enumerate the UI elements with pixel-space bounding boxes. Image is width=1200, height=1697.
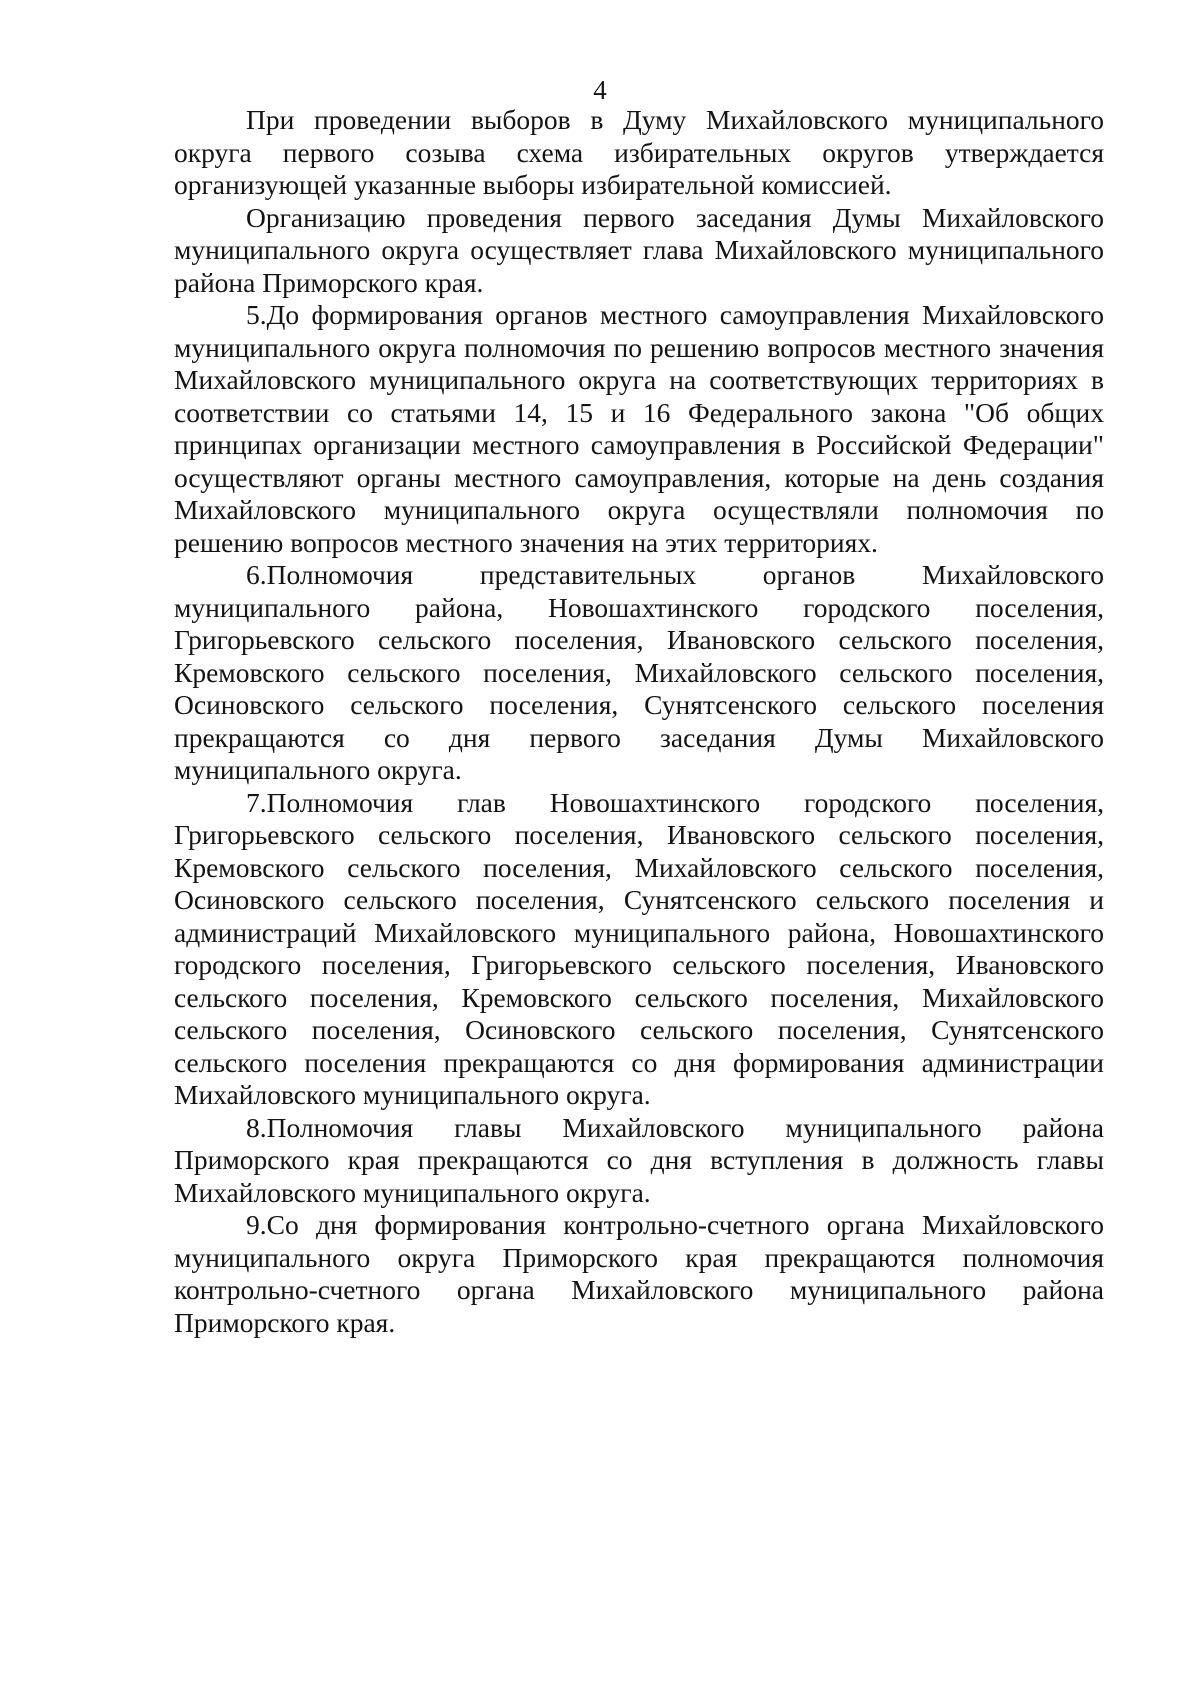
paragraph-item-8: 8.Полномочия главы Михайловского муниципального района Приморского края прекращаются со дня вступления в должность главы Михайловского муниципального округа. [174, 1111, 1104, 1208]
paragraph-item-5: 5.До формирования органов местного самоуправления Михайловского муниципального округа полномочия по решению вопросов местного значения Михайловского муниципального округа на соответствующих территориях в соответствии со статьями 14, 15 и 16 Федерального закона "Об общих принципах организации местного самоуправления в Российской Федерации" осуществляют органы местного самоуправления, которые на день создания Михайловского муниципального округа осуществляли полномочия по решению вопросов местного значения на этих территориях. [174, 299, 1104, 558]
paragraph-item-7: 7.Полномочия глав Новошахтинского городского поселения, Григорьевского сельского поселения, Ивановского сельского поселения, Кремовского сельского поселения, Михайловского сельского поселения, Осиновского сельского поселения, Сунятсенского сельского поселения и администраций Михайловского муниципального района, Новошахтинского городского поселения, Григорьевского сельского поселения, Ивановского сельского поселения, Кремовского сельского поселения, Михайловского сельского поселения, Осиновского сельского поселения, Сунятсенского сельского поселения прекращаются со дня формирования администрации Михайловского муниципального округа. [174, 786, 1104, 1110]
paragraph-item-9: 9.Со дня формирования контрольно-счетного органа Михайловского муниципального округа Приморского края прекращаются полномочия контрольно-счетного органа Михайловского муниципального района Приморского края. [174, 1209, 1104, 1338]
paragraph-elections-scheme: При проведении выборов в Думу Михайловского муниципального округа первого созыва схема избирательных округов утверждается организующей указанные выборы избирательной комиссией. [174, 104, 1104, 200]
paragraph-item-6: 6.Полномочия представительных органов Михайловского муниципального района, Новошахтинского городского поселения, Григорьевского сельского поселения, Ивановского сельского поселения, Кремовского сельского поселения, Михайловского сельского поселения, Осиновского сельского поселения, Сунятсенского сельского поселения прекращаются со дня первого заседания Думы Михайловского муниципального округа. [174, 559, 1104, 785]
paragraph-first-session: Организацию проведения первого заседания Думы Михайловского муниципального округа осуществляет глава Михайловского муниципального района Приморского края. [174, 201, 1104, 298]
document-body [174, 104, 1104, 1339]
page-number: 4 [593, 75, 607, 105]
